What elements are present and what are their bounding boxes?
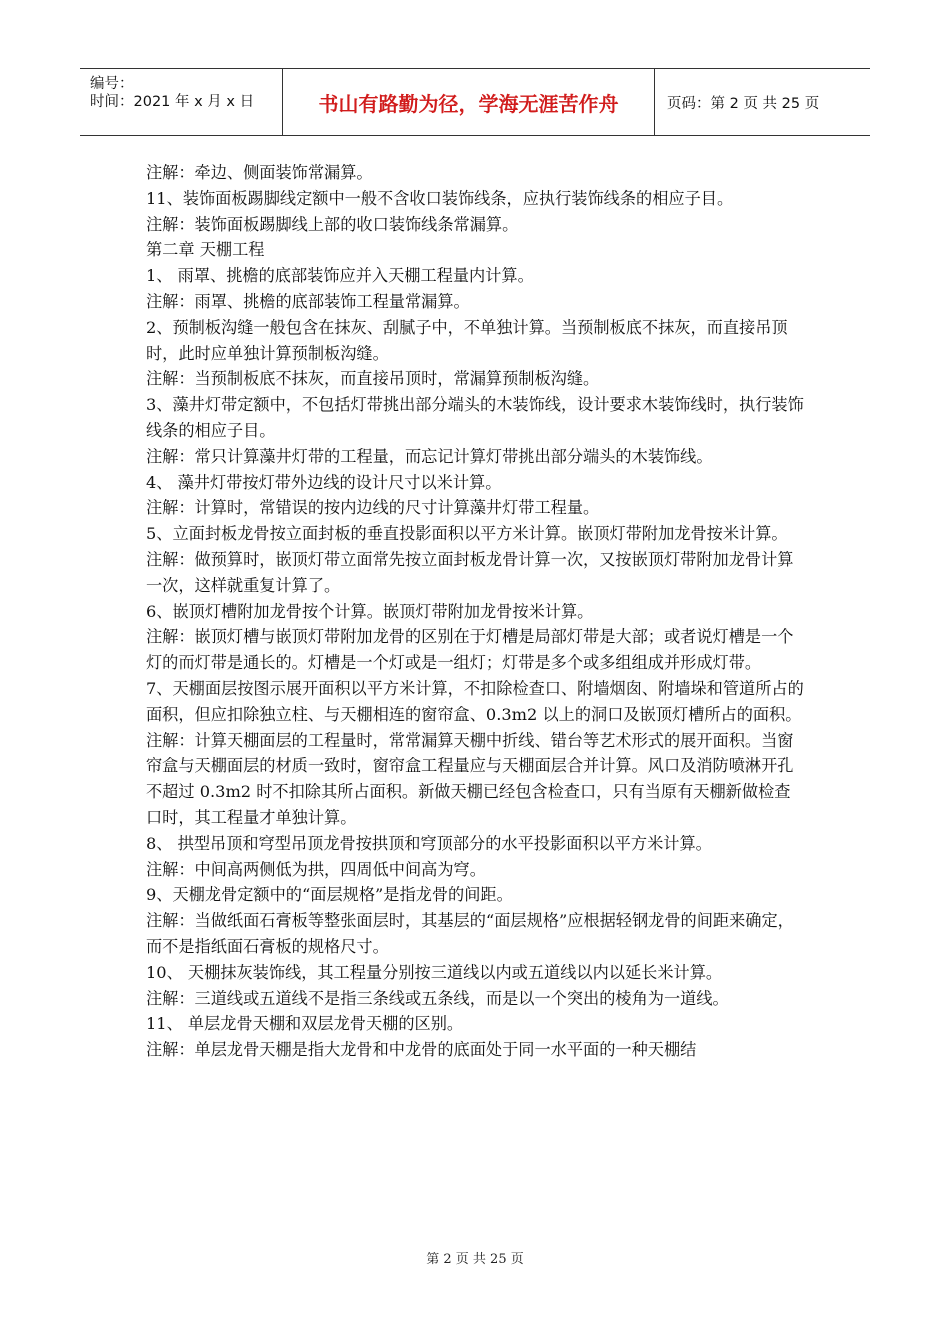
paragraph: 注解：计算时，常错误的按内边线的尺寸计算藻井灯带工程量。 (146, 498, 600, 518)
paragraph: 注解：做预算时，嵌顶灯带立面常先按立面封板龙骨计算一次，又按嵌顶灯带附加龙骨计算一次，这样就重复计算了。 (146, 549, 794, 595)
paragraph: 3、藻井灯带定额中，不包括灯带挑出部分端头的木装饰线，设计要求木装饰线时，执行装饰线条的相应子目。 (146, 395, 804, 440)
paragraph: 1、 雨罩、挑檐的底部装饰应并入天棚工程量内计算。 (146, 266, 534, 286)
page-footer: 第 2 页 共 25 页 (426, 1252, 524, 1267)
paragraph: 2、预制板沟缝一般包含在抹灰、刮腻子中，不单独计算。当预制板底不抹灰，而直接吊顶时，此时应单独计算预制板沟缝。 (146, 317, 788, 363)
paragraph: 6、嵌顶灯槽附加龙骨按个计算。嵌顶灯带附加龙骨按米计算。 (146, 601, 594, 621)
header-meta (80, 69, 283, 135)
paragraph: 10、 天棚抹灰装饰线，其工程量分别按三道线以内或五道线以内以延长米计算。 (146, 962, 723, 982)
paragraph: 注解：装饰面板踢脚线上部的收口装饰线条常漏算。 (146, 214, 519, 234)
paragraph: 注解：三道线或五道线不是指三条线或五条线，而是以一个突出的棱角为一道线。 (146, 988, 729, 1008)
paragraph: 注解：常只计算藻井灯带的工程量，而忘记计算灯带挑出部分端头的木装饰线。 (146, 446, 713, 466)
paragraph: 注解：嵌顶灯槽与嵌顶灯带附加龙骨的区别在于灯槽是局部灯带是大部；或者说灯槽是一个灯的而灯带是通长的。灯槽是一个灯或是一组灯；灯带是多个或多组组成并形成灯带。 (146, 627, 794, 673)
header-motto: 书山有路勤为径，学海无涯苦作舟 (283, 69, 655, 135)
chapter-heading: 第二章 天棚工程 (146, 240, 265, 260)
document-date-label: 时间：2021 年 x 月 x 日 (90, 94, 255, 110)
document-number-label: 编号： (90, 76, 134, 92)
paragraph: 注解：当做纸面石膏板等整张面层时，其基层的“面层规格”应根据轻钢龙骨的间距来确定，而不是指纸面石膏板的规格尺寸。 (146, 911, 794, 956)
paragraph: 注解：单层龙骨天棚是指大龙骨和中龙骨的底面处于同一水平面的一种天棚结 (146, 1040, 697, 1060)
document-body (146, 160, 806, 1063)
paragraph: 7、天棚面层按图示展开面积以平方米计算，不扣除检查口、附墙烟囱、附墙垛和管道所占的面积，但应扣除独立柱、与天棚相连的窗帘盒、0.3m2 以上的洞口及嵌顶灯槽所占的面积。 (146, 678, 804, 724)
paragraph: 4、 藻井灯带按灯带外边线的设计尺寸以米计算。 (146, 472, 502, 492)
paragraph: 11、 单层龙骨天棚和双层龙骨天棚的区别。 (146, 1014, 464, 1034)
paragraph: 5、立面封板龙骨按立面封板的垂直投影面积以平方米计算。嵌顶灯带附加龙骨按米计算。 (146, 524, 788, 544)
paragraph: 注解：牵边、侧面装饰常漏算。 (146, 163, 373, 182)
page-header (80, 68, 870, 136)
header-page-info: 页码：第 2 页 共 25 页 (667, 95, 820, 112)
paragraph: 注解：雨罩、挑檐的底部装饰工程量常漏算。 (146, 291, 470, 311)
paragraph: 注解：计算天棚面层的工程量时，常常漏算天棚中折线、错台等艺术形式的展开面积。当窗帘盒与天棚面层的材质一致时，窗帘盒工程量应与天棚面层合并计算。风口及消防喷淋开孔不超过 0.3m2 时不扣除其所占面积。新做天棚已经包含检查口，只有当原有天棚新做检查口时，其工程量才单独计算。 (146, 730, 794, 827)
paragraph: 9、天棚龙骨定额中的“面层规格”是指龙骨的间距。 (146, 885, 513, 905)
paragraph: 11、装饰面板踢脚线定额中一般不含收口装饰线条，应执行装饰线条的相应子目。 (146, 188, 734, 208)
paragraph: 8、 拱型吊顶和穹型吊顶龙骨按拱顶和穹顶部分的水平投影面积以平方米计算。 (146, 833, 712, 853)
paragraph: 注解：中间高两侧低为拱，四周低中间高为穹。 (146, 859, 486, 879)
paragraph: 注解：当预制板底不抹灰，而直接吊顶时，常漏算预制板沟缝。 (146, 369, 600, 389)
